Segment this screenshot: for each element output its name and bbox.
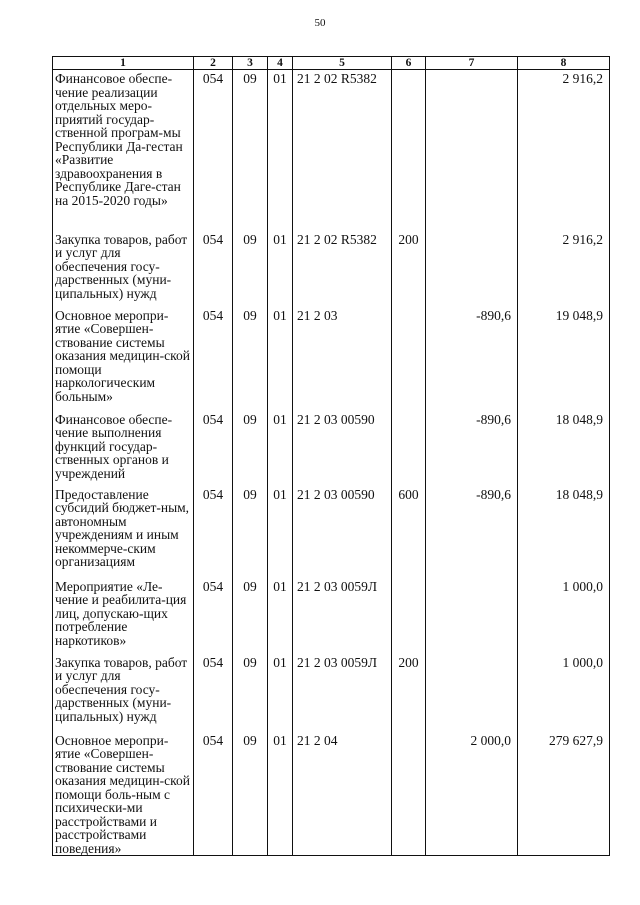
section-code: 09 bbox=[233, 70, 268, 231]
row-name: Основное меропри-ятие «Совершен-ствование системы оказания медицин-ской помощи боль-ным с психически-ми расстройствами и расстройствами поведения» bbox=[53, 732, 194, 856]
row-name: Основное меропри-ятие «Совершен-ствование системы оказания медицин-ской помощи наркологическим больным» bbox=[53, 307, 194, 411]
expense-type bbox=[392, 578, 426, 654]
column-header: 3 bbox=[233, 57, 268, 70]
change-amount bbox=[426, 231, 518, 307]
section-code: 09 bbox=[233, 307, 268, 411]
total-amount: 18 048,9 bbox=[518, 411, 610, 486]
total-amount: 1 000,0 bbox=[518, 578, 610, 654]
section-code: 09 bbox=[233, 231, 268, 307]
subsection-code: 01 bbox=[268, 70, 293, 231]
header-row bbox=[53, 57, 610, 70]
column-header: 5 bbox=[293, 57, 392, 70]
change-amount: -890,6 bbox=[426, 307, 518, 411]
expense-type bbox=[392, 307, 426, 411]
subsection-code: 01 bbox=[268, 411, 293, 486]
subsection-code: 01 bbox=[268, 654, 293, 732]
total-amount: 2 916,2 bbox=[518, 231, 610, 307]
ministry-code: 054 bbox=[194, 486, 233, 578]
row-name: Предоставление субсидий бюджет-ным, автономным учреждениям и иным некоммерче-ским организациям bbox=[53, 486, 194, 578]
total-amount: 1 000,0 bbox=[518, 654, 610, 732]
section-code: 09 bbox=[233, 486, 268, 578]
target-article: 21 2 02 R5382 bbox=[293, 231, 392, 307]
column-header: 8 bbox=[518, 57, 610, 70]
subsection-code: 01 bbox=[268, 578, 293, 654]
total-amount: 2 916,2 bbox=[518, 70, 610, 231]
section-code: 09 bbox=[233, 732, 268, 856]
change-amount bbox=[426, 654, 518, 732]
target-article: 21 2 04 bbox=[293, 732, 392, 856]
column-header: 1 bbox=[53, 57, 194, 70]
table-row bbox=[53, 307, 610, 411]
budget-table bbox=[52, 56, 610, 856]
target-article: 21 2 03 bbox=[293, 307, 392, 411]
ministry-code: 054 bbox=[194, 70, 233, 231]
expense-type bbox=[392, 732, 426, 856]
ministry-code: 054 bbox=[194, 231, 233, 307]
total-amount: 279 627,9 bbox=[518, 732, 610, 856]
change-amount: -890,6 bbox=[426, 486, 518, 578]
ministry-code: 054 bbox=[194, 307, 233, 411]
page-number: 50 bbox=[314, 17, 326, 29]
change-amount bbox=[426, 70, 518, 231]
ministry-code: 054 bbox=[194, 411, 233, 486]
expense-type: 600 bbox=[392, 486, 426, 578]
table-row bbox=[53, 486, 610, 578]
table-row bbox=[53, 231, 610, 307]
change-amount: 2 000,0 bbox=[426, 732, 518, 856]
row-name: Мероприятие «Ле-чение и реабилита-ция лиц, допускаю-щих потребление наркотиков» bbox=[53, 578, 194, 654]
subsection-code: 01 bbox=[268, 732, 293, 856]
ministry-code: 054 bbox=[194, 578, 233, 654]
column-header: 7 bbox=[426, 57, 518, 70]
target-article: 21 2 03 00590 bbox=[293, 411, 392, 486]
ministry-code: 054 bbox=[194, 732, 233, 856]
expense-type bbox=[392, 70, 426, 231]
column-header: 6 bbox=[392, 57, 426, 70]
section-code: 09 bbox=[233, 654, 268, 732]
expense-type bbox=[392, 411, 426, 486]
target-article: 21 2 03 00590 bbox=[293, 486, 392, 578]
target-article: 21 2 03 0059Л bbox=[293, 578, 392, 654]
table-row bbox=[53, 70, 610, 231]
ministry-code: 054 bbox=[194, 654, 233, 732]
table-row bbox=[53, 654, 610, 732]
row-name: Финансовое обеспе-чение реализации отдельных меро-приятий государ-ственной програм-мы Республики Да-гестан «Развитие здравоохранения в Республике Даге-стан на 2015-2020 годы» bbox=[53, 70, 194, 231]
expense-type: 200 bbox=[392, 654, 426, 732]
row-name: Закупка товаров, работ и услуг для обеспечения госу-дарственных (муни-ципальных) нужд bbox=[53, 231, 194, 307]
expense-type: 200 bbox=[392, 231, 426, 307]
subsection-code: 01 bbox=[268, 231, 293, 307]
section-code: 09 bbox=[233, 411, 268, 486]
section-code: 09 bbox=[233, 578, 268, 654]
target-article: 21 2 02 R5382 bbox=[293, 70, 392, 231]
row-name: Финансовое обеспе-чение выполнения функций государ-ственных органов и учреждений bbox=[53, 411, 194, 486]
target-article: 21 2 03 0059Л bbox=[293, 654, 392, 732]
column-header: 4 bbox=[268, 57, 293, 70]
table-row bbox=[53, 732, 610, 856]
subsection-code: 01 bbox=[268, 307, 293, 411]
change-amount bbox=[426, 578, 518, 654]
table-row bbox=[53, 578, 610, 654]
column-header: 2 bbox=[194, 57, 233, 70]
total-amount: 18 048,9 bbox=[518, 486, 610, 578]
change-amount: -890,6 bbox=[426, 411, 518, 486]
total-amount: 19 048,9 bbox=[518, 307, 610, 411]
row-name: Закупка товаров, работ и услуг для обеспечения госу-дарственных (муни-ципальных) нужд bbox=[53, 654, 194, 732]
subsection-code: 01 bbox=[268, 486, 293, 578]
table-row bbox=[53, 411, 610, 486]
